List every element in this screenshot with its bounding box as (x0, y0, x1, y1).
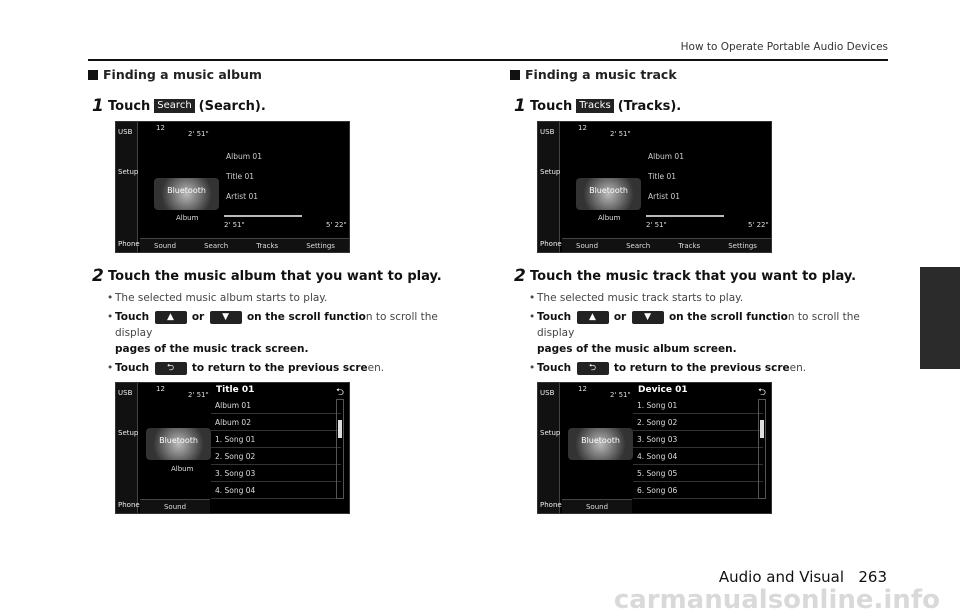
bullet-3: • Touch ⮌ to return to the previous screen. (88, 360, 463, 376)
bullet-1: • The selected music album starts to play. (88, 290, 463, 306)
progress-bar (646, 215, 724, 217)
header-rule (88, 59, 888, 61)
step-1: 1 Touch Tracks (Tracks). (514, 96, 682, 116)
section-title: Finding a music track (510, 66, 885, 84)
column-left (88, 66, 463, 514)
scrollbar (336, 399, 344, 499)
step-2: 2 Touch the music track that you want to play. (514, 266, 857, 286)
search-button-icon: Search (154, 99, 194, 113)
column-right (510, 66, 885, 514)
step-1: 1 Touch Search (Search). (92, 96, 266, 116)
back-icon: ⮌ (757, 387, 766, 398)
scrollbar (758, 399, 766, 499)
album-art: Bluetooth (154, 178, 219, 210)
tracks-button-icon: Tracks (576, 99, 613, 113)
screen-bottom-bar: Sound Search Tracks Settings (140, 238, 349, 252)
watermark: carmanualsonline.info (613, 585, 940, 611)
page-number: 263 (858, 568, 887, 586)
back-arrow-icon: ⮌ (577, 362, 609, 375)
bullet-2: • Touch ▲ or ▼ on the scroll function to scroll the display pages of the music album screen. (510, 309, 885, 357)
album-art: Bluetooth (576, 178, 641, 210)
section-title: Finding a music album (88, 66, 463, 84)
screenshot-list-screen: USB Setup Phone 12 2' 51" Bluetooth Device 01 ⮌ 1. Song 01 2. Song 02 3. Song 03 4. Song 04 5. Song 05 6. Song 06 Sound (537, 382, 772, 514)
scroll-down-icon: ▼ (210, 311, 242, 324)
back-arrow-icon: ⮌ (155, 362, 187, 375)
scroll-up-icon: ▲ (577, 311, 609, 324)
page-footer: Audio and Visual 263 (718, 568, 887, 586)
progress-bar (224, 215, 302, 217)
step-2: 2 Touch the music album that you want to play. (92, 266, 442, 286)
scroll-down-icon: ▼ (632, 311, 664, 324)
track-list: Album 01 Album 02 1. Song 01 2. Song 02 3. Song 03 4. Song 04 (211, 397, 341, 499)
chapter-tab (920, 267, 960, 369)
screen-bottom-bar: Sound (562, 499, 632, 513)
screenshot-audio-screen: USB Setup Phone 12 2' 51" Bluetooth Album Album 01 Title 01 Artist 01 2' 51" 5' 22" Sound Search Tracks Settings (115, 121, 350, 253)
bullet-3: • Touch ⮌ to return to the previous screen. (510, 360, 885, 376)
screenshot-list-screen: USB Setup Phone 12 2' 51" Bluetooth Album Title 01 ⮌ Album 01 Album 02 1. Song 01 2. Song 02 3. Song 03 4. Song 04 Sound (115, 382, 350, 514)
bullet-2: • Touch ▲ or ▼ on the scroll function to scroll the display pages of the music track screen. (88, 309, 463, 357)
bullet-1: • The selected music track starts to play. (510, 290, 885, 306)
album-art: Bluetooth (568, 428, 633, 460)
screenshot-audio-screen: USB Setup Phone 12 2' 51" Bluetooth Album Album 01 Title 01 Artist 01 2' 51" 5' 22" Sound Search Tracks Settings (537, 121, 772, 253)
running-header: How to Operate Portable Audio Devices (680, 41, 888, 53)
back-icon: ⮌ (335, 387, 344, 398)
screen-bottom-bar: Sound Search Tracks Settings (562, 238, 771, 252)
album-art: Bluetooth (146, 428, 211, 460)
screen-bottom-bar: Sound (140, 499, 210, 513)
square-bullet-icon (510, 70, 520, 80)
track-list: 1. Song 01 2. Song 02 3. Song 03 4. Song 04 5. Song 05 6. Song 06 (633, 397, 763, 499)
square-bullet-icon (88, 70, 98, 80)
scroll-up-icon: ▲ (155, 311, 187, 324)
